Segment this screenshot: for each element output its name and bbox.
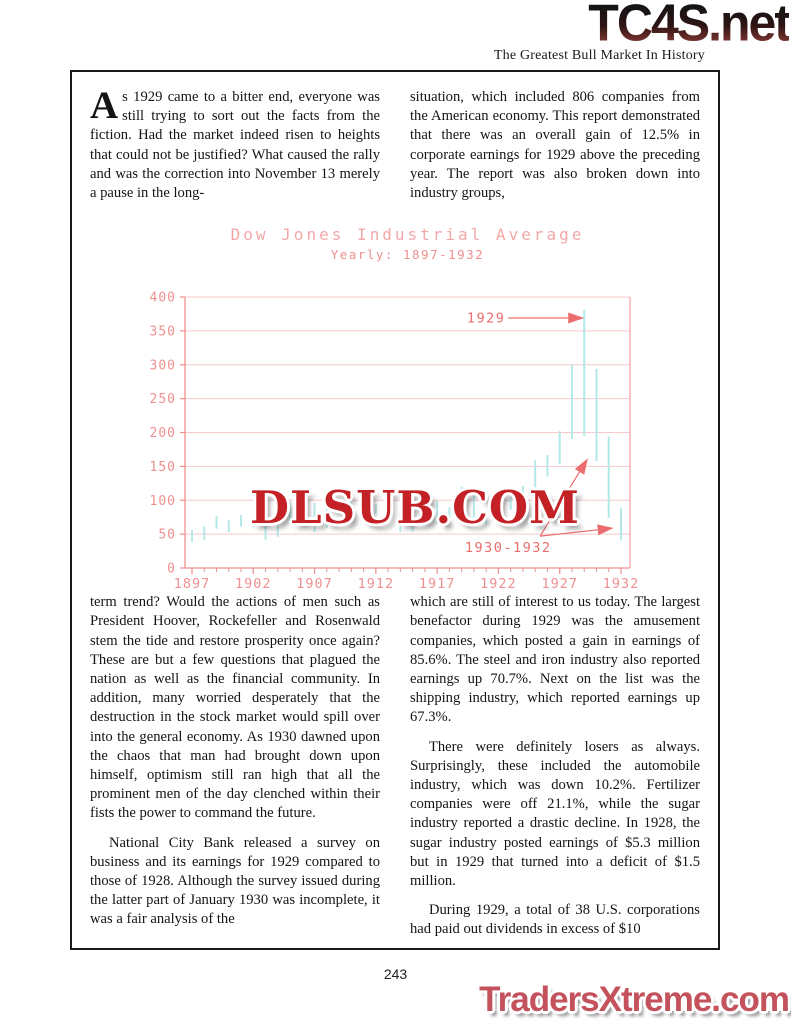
x-tick-label: 1932 (602, 576, 640, 593)
y-tick-label: 100 (149, 493, 176, 509)
right-column (410, 593, 700, 949)
y-tick-label: 400 (149, 290, 176, 306)
left-column (90, 593, 380, 949)
dlsub-watermark: DLSUB.COM (250, 481, 580, 535)
paragraph: There were definitely losers as always. Surprisingly, these included the automobile industry, which was down 10.2%. Fertilizer companies were off 21.1%, while the sugar industry reported a drastic decline. In 1928, the sugar industry posted earnings of $5.3 million but in 1929 that turned into a deficit of $1.5 million. (410, 738, 700, 890)
paragraph: which are still of interest to us today. The largest benefactor during 1929 was the amusement companies, which posted a gain in earnings of 85.6%. The steel and iron industry also reported earnings up 70.7%. Next on the list was the shipping industry, which reported earnings up 67.3%. (410, 594, 700, 726)
annotation-label: 1930-1932 (464, 540, 552, 557)
x-tick-label: 1912 (357, 576, 395, 593)
x-tick-label: 1922 (480, 576, 517, 593)
djia-chart-canvas (72, 215, 718, 593)
paragraph-left-top (90, 84, 380, 203)
top-text-row (72, 84, 718, 213)
x-tick-label: 1902 (235, 576, 272, 593)
tc4s-site-logo: TC4S.net (588, 0, 789, 49)
y-tick-label: 300 (149, 358, 176, 374)
annotation-arrow-head (568, 313, 584, 324)
paragraph: National City Bank released a survey on business and its earnings for 1929 compared to those of 1928. Although the survey issued during the latter part of January 1930 was incomplete, it was a fair analysis of the (90, 834, 380, 928)
y-tick-label: 200 (149, 426, 176, 442)
tradersxtreme-site-logo: TradersXtreme.com (479, 980, 789, 1019)
chart-title: Dow Jones Industrial Average (230, 225, 585, 245)
dropcap-letter: A (90, 84, 119, 127)
page-number: 243 (383, 966, 408, 982)
paragraph: During 1929, a total of 38 U.S. corporations had paid out dividends in excess of $10 (410, 902, 700, 938)
y-tick-label: 350 (149, 324, 176, 340)
x-tick-label: 1917 (418, 576, 456, 593)
book-tagline: The Greatest Bull Market In History (493, 48, 705, 63)
annotation-label: 1929 (466, 310, 506, 327)
bottom-text-row (72, 593, 718, 949)
djia-chart (72, 215, 718, 593)
annotation-arrow-head (597, 525, 614, 536)
y-tick-label: 0 (167, 561, 176, 577)
paragraph-right-top: situation, which included 806 companies from the American economy. This report demonstrated that there was an overall gain of 12.5% in corporate earnings for 1929 above the preceding year. The report was also broken down into industry groups, (410, 89, 700, 202)
x-tick-label: 1897 (173, 576, 211, 593)
y-tick-label: 50 (158, 527, 176, 543)
book-page (70, 70, 720, 950)
x-tick-label: 1907 (296, 576, 333, 593)
paragraph-text: s 1929 came to a bitter end, everyone was still trying to sort out the facts from the fiction. Had the market indeed risen to heights that could not be justified? What caused the rally and was the correction into November 13 merely a pause in the long- (90, 89, 380, 202)
y-tick-label: 250 (149, 392, 176, 408)
x-tick-label: 1927 (541, 576, 578, 593)
chart-subtitle: Yearly: 1897-1932 (330, 247, 485, 263)
paragraph: term trend? Would the actions of men such as President Hoover, Rockefeller and Rosenwald stem the tide and restore prosperity once again? These are but a few questions that plagued the nation as well as the financial community. In addition, many worried desperately that the destruction in the stock market would spill over into the general economy. As 1930 dawned upon the chaos that man had brought down upon himself, optimism still ran high that all the prominent men of the day clenched within their fists the power to command the future. (90, 594, 380, 822)
y-tick-label: 150 (149, 460, 176, 476)
